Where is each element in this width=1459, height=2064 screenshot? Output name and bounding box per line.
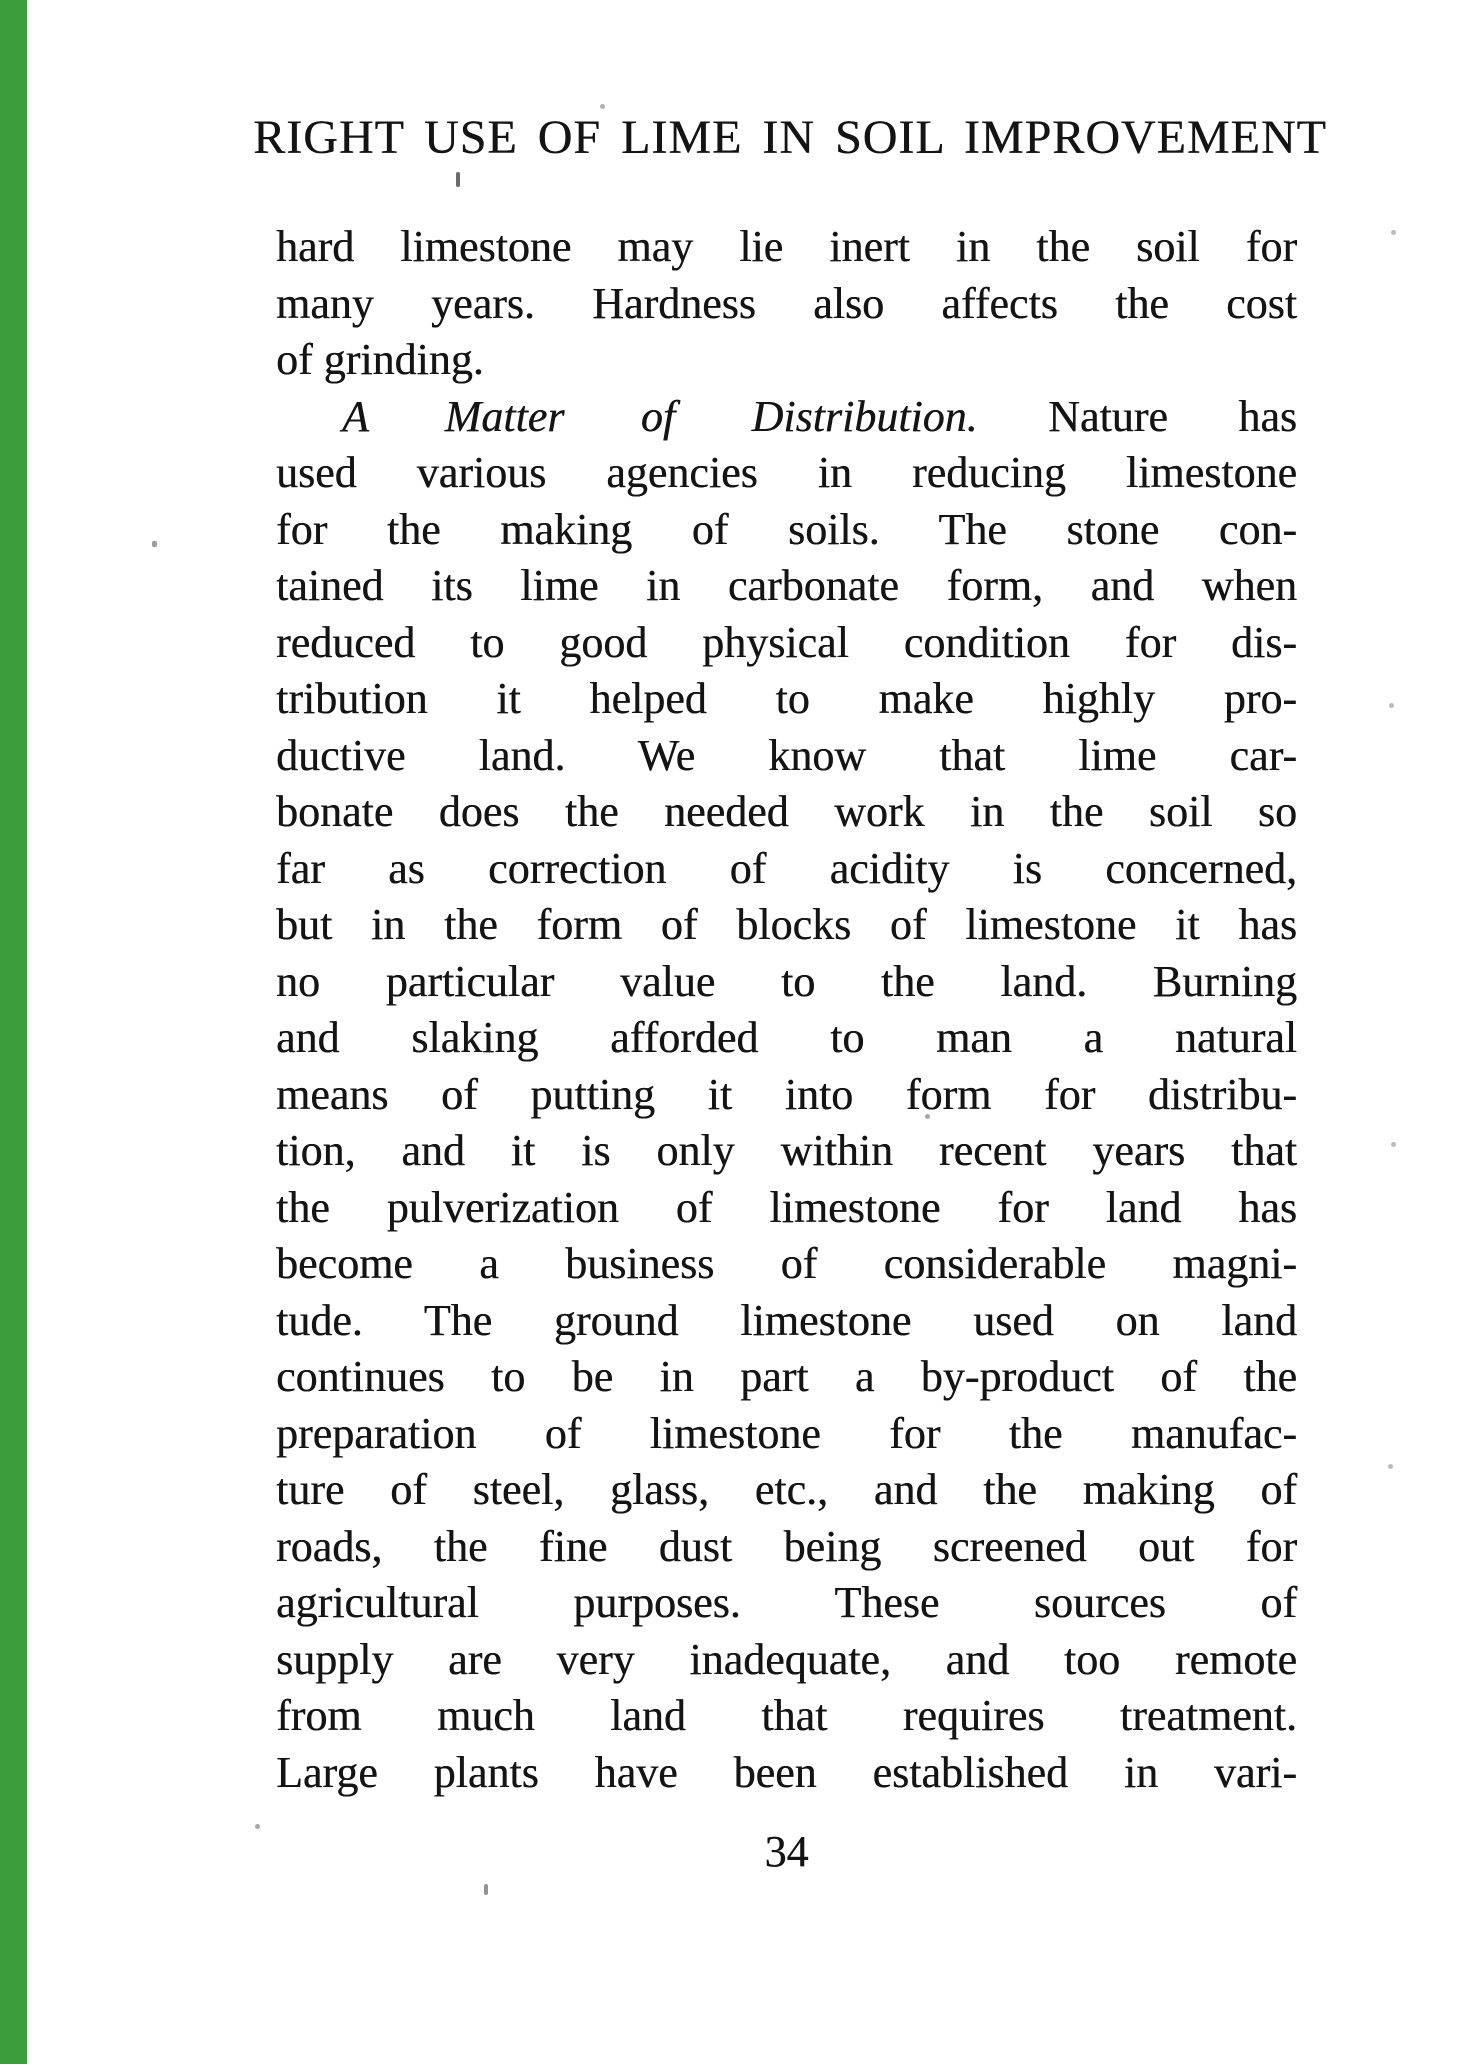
text-line: but in the form of blocks of limestone it has <box>276 900 1297 949</box>
text-line: for the making of soils. The stone con- <box>276 504 1297 554</box>
text-line: roads, the fine dust being screened out for <box>276 1521 1297 1571</box>
text-line: bonate does the needed work in the soil so <box>276 787 1297 836</box>
running-header: RIGHT USE OF LIME IN SOIL IMPROVEMENT <box>253 111 1327 164</box>
ink-speck <box>484 1884 488 1895</box>
text-line: of grinding. <box>276 335 484 384</box>
text-line: tained its lime in carbonate form, and when <box>276 561 1297 610</box>
text-line: the pulverization of limestone for land has <box>276 1182 1297 1232</box>
text-line: from much land that requires treatment. <box>276 1691 1297 1740</box>
text-line: used various agencies in reducing limestone <box>276 448 1297 497</box>
ink-speck <box>1388 1464 1393 1469</box>
text-line: preparation of limestone for the manufac- <box>276 1408 1297 1458</box>
text-line: agricultural purposes. These sources of <box>276 1578 1297 1627</box>
text-line: means of putting it into form for distribu- <box>276 1069 1297 1119</box>
body-text <box>276 219 1297 1801</box>
text-line: reduced to good physical condition for dis- <box>276 617 1297 667</box>
text-line: hard limestone may lie inert in the soil for <box>276 222 1297 271</box>
text-line: tribution it helped to make highly pro- <box>276 674 1297 723</box>
ink-speck <box>600 104 605 109</box>
ink-speck <box>1391 230 1396 235</box>
text-line: far as correction of acidity is concerned, <box>276 843 1297 893</box>
italic-run: A Matter of Distribution. <box>342 391 978 441</box>
text-line: A Matter of Distribution. Nature has <box>342 391 1297 441</box>
text-line: ture of steel, glass, etc., and the making of <box>276 1465 1297 1514</box>
text-line: continues to be in part a by-product of the <box>276 1352 1297 1401</box>
text-line: tion, and it is only within recent years that <box>276 1126 1297 1175</box>
ink-speck <box>1391 1142 1396 1147</box>
ink-speck <box>456 172 460 187</box>
book-edge-strip <box>0 0 27 2064</box>
text-line: ductive land. We know that lime car- <box>276 730 1297 780</box>
ink-speck <box>1389 703 1394 708</box>
text-line: tude. The ground limestone used on land <box>276 1295 1297 1345</box>
text-line: Large plants have been established in vari- <box>276 1747 1297 1797</box>
ink-speck <box>925 1114 930 1119</box>
text-line: and slaking afforded to man a natural <box>276 1013 1297 1062</box>
ink-speck <box>152 541 157 547</box>
text-line: become a business of considerable magni- <box>276 1239 1297 1288</box>
text-line: no particular value to the land. Burning <box>276 956 1297 1006</box>
text-line: supply are very inadequate, and too remote <box>276 1634 1297 1684</box>
text-line: many years. Hardness also affects the cost <box>276 278 1297 328</box>
page-number: 34 <box>764 1827 809 1876</box>
ink-speck <box>255 1824 260 1829</box>
